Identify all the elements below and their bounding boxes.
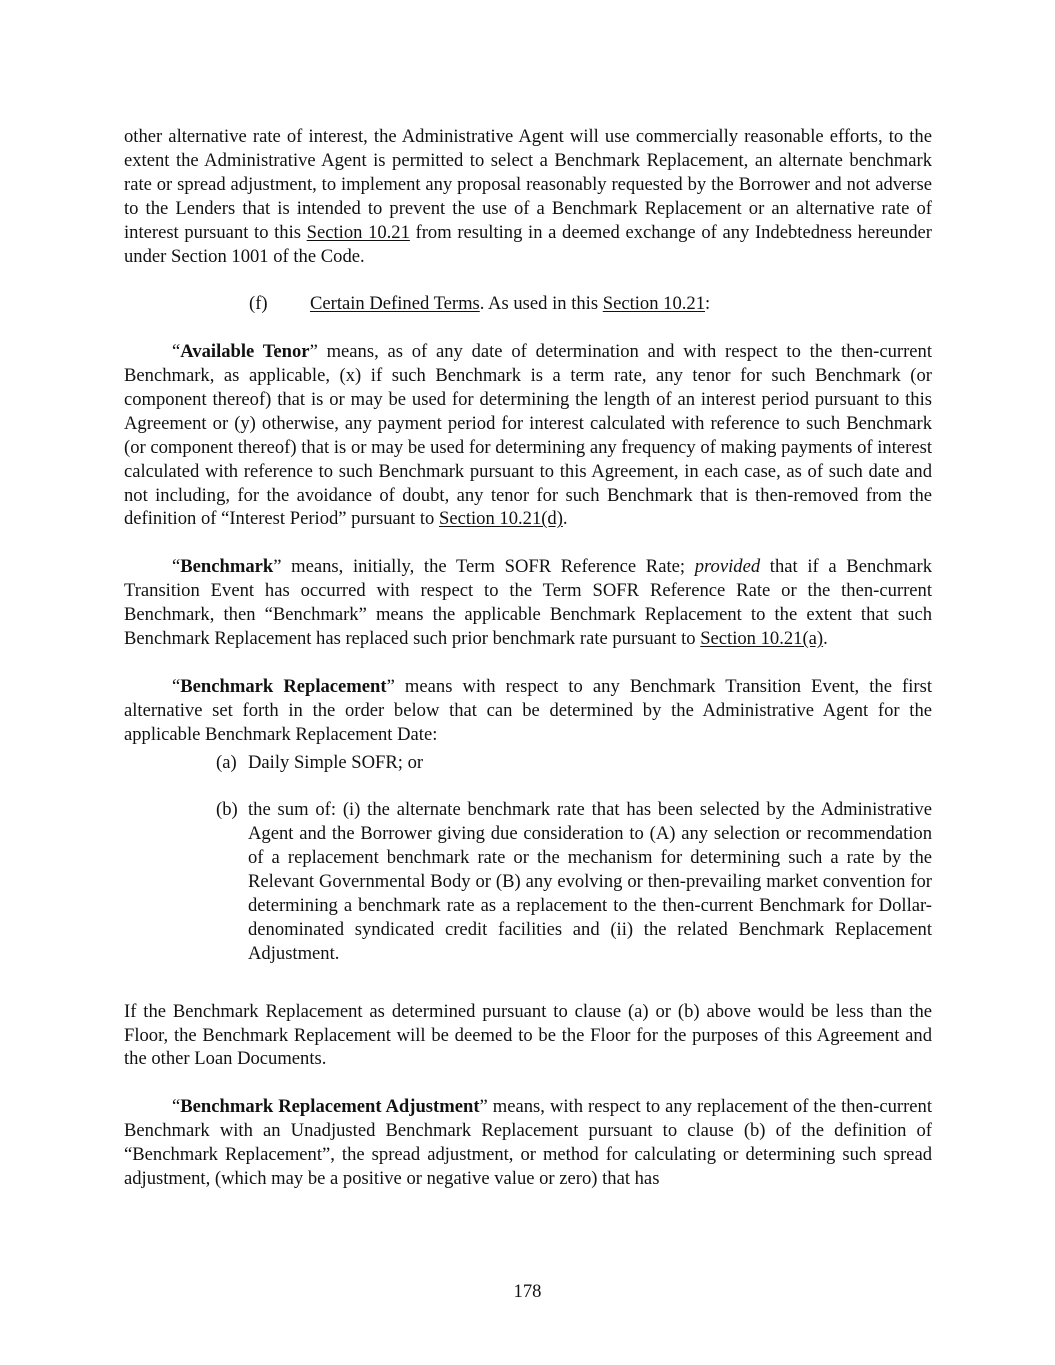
replacement-alternatives-list <box>216 751 932 966</box>
definition-benchmark-replacement <box>124 675 932 747</box>
defined-term: Available Tenor <box>180 341 310 363</box>
section-heading-f <box>124 292 932 316</box>
intro-text-2: from resulting in a deemed exchange of any Indebtedness hereunder under Section 1001 of the Code. <box>124 221 932 267</box>
defined-term: Benchmark Replacement <box>180 675 387 697</box>
defined-term: Benchmark Replacement Adjustment <box>180 1096 480 1118</box>
open-quote: “ <box>172 341 181 363</box>
open-quote: “ <box>172 1096 181 1118</box>
list-item-text: Daily Simple SOFR; or <box>248 751 424 773</box>
section-reference: Section 10.21 <box>602 293 705 315</box>
definition-text: ” means with respect to any Benchmark Transition Event, the first alternative set forth in the order below that can be determined by the Administrative Agent for the applicable Benchmark Replacement Date: <box>124 675 932 745</box>
list-marker: (a) <box>216 751 237 773</box>
page-number: 178 <box>513 1281 542 1302</box>
intro-paragraph <box>124 125 932 268</box>
definition-benchmark-replacement-adjustment <box>124 1095 932 1191</box>
list-item <box>216 751 932 775</box>
italic-provided: provided <box>694 556 761 578</box>
open-quote: “ <box>172 675 181 697</box>
list-item-text: the sum of: (i) the alternate benchmark rate that has been selected by the Administrative Agent and the Borrower giving due consideration to (A) any selection or recommendation of a replacement benchmark rate or the mechanism for determining such a rate by the Relevant Governmental Body or (B) any evolving or then-prevailing market convention for determining a benchmark rate as a replacement to the then-current Benchmark for Dollar-denominated syndicated credit facilities and (ii) the related Benchmark Replacement Adjustment. <box>248 799 932 964</box>
definition-text: ” means, initially, the Term SOFR Reference Rate; <box>273 556 695 578</box>
floor-paragraph: If the Benchmark Replacement as determined pursuant to clause (a) or (b) above would be less than the Floor, the Benchmark Replacement will be deemed to be the Floor for the purposes of this Agreement and the other Loan Documents. <box>124 1000 932 1070</box>
definition-text-2: that if a Benchmark Transition Event has occurred with respect to the Term SOFR Reference Rate or the then-current Benchmark, then “Benchmark” means the applicable Benchmark Replacement to the extent that such Benchmark Replacement has replaced such prior benchmark rate pursuant to <box>124 556 932 649</box>
section-reference: Section 10.21(a) <box>700 627 824 649</box>
definition-end: . <box>562 508 568 530</box>
list-item <box>216 798 932 965</box>
definition-text: ” means, with respect to any replacement of the then-current Benchmark with an Unadjusted Benchmark Replacement pursuant to clause (b) of the definition of “Benchmark Replacement”, the spread adjustment, or method for calculating or determining such spread adjustment, (which may be a positive or negative value or zero) that has <box>124 1096 932 1189</box>
section-reference: Section 10.21 <box>306 221 410 243</box>
heading-title: Certain Defined Terms <box>310 293 480 315</box>
definition-benchmark <box>124 555 932 651</box>
section-reference: Section 10.21(d) <box>438 508 563 530</box>
definition-end: . <box>823 627 828 649</box>
definition-text: ” means, as of any date of determination and with respect to the then-current Benchmark, as applicable, (x) if such Benchmark is a term rate, any tenor for such Benchmark (or component thereof) that is or may be used for determining the length of an interest period pursuant to this Agreement or (y) otherwise, any payment period for interest calculated with reference to such Benchmark (or component thereof) that is or may be used for determining any frequency of making payments of interest calculated with reference to such Benchmark pursuant to this Agreement, in each case, as of such date and not including, for the avoidance of doubt, any tenor for such Benchmark that is then-removed from the definition of “Interest Period” pursuant to <box>124 341 932 530</box>
intro-text-1: other alternative rate of interest, the Administrative Agent will use commercially reasonable efforts, to the extent the Administrative Agent is permitted to select a Benchmark Replacement, an alternate benchmark rate or spread adjustment, to implement any proposal reasonably requested by the Borrower and not adverse to the Lenders that is intended to prevent the use of a Benchmark Replacement or an alternative rate of interest pursuant to this <box>124 126 932 243</box>
heading-colon: : <box>705 293 711 315</box>
definition-available-tenor <box>124 340 932 531</box>
list-marker: (b) <box>216 799 238 821</box>
open-quote: “ <box>172 556 181 578</box>
defined-term: Benchmark <box>180 556 274 578</box>
document-page <box>124 125 932 1215</box>
heading-text: . As used in this <box>479 293 603 315</box>
heading-number: (f) <box>249 293 268 315</box>
